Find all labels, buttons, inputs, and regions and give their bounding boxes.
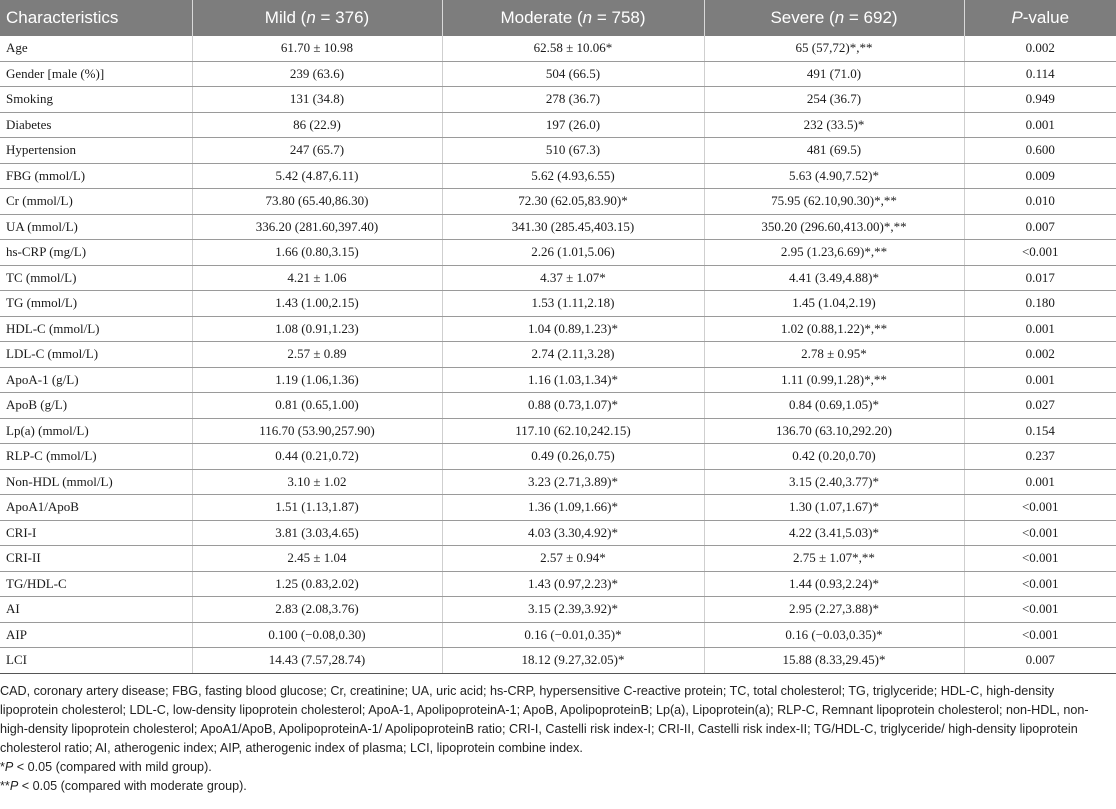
table-row [0,393,1116,419]
table-row [0,214,1116,240]
severe-value: 15.88 (8.33,29.45)* [704,648,964,674]
mild-value: 247 (65.7) [192,138,442,164]
p-value: 0.002 [964,342,1116,368]
table-row [0,622,1116,648]
severe-value: 75.95 (62.10,90.30)*,** [704,189,964,215]
moderate-value: 117.10 (62.10,242.15) [442,418,704,444]
severe-value: 65 (57,72)*,** [704,36,964,61]
table-row [0,571,1116,597]
mild-value: 1.19 (1.06,1.36) [192,367,442,393]
mild-value: 336.20 (281.60,397.40) [192,214,442,240]
mild-value: 2.83 (2.08,3.76) [192,597,442,623]
row-label: Non-HDL (mmol/L) [0,469,192,495]
table-row [0,291,1116,317]
table-header [0,0,1116,36]
moderate-value: 72.30 (62.05,83.90)* [442,189,704,215]
p-value: 0.180 [964,291,1116,317]
mild-value: 0.81 (0.65,1.00) [192,393,442,419]
table-row [0,342,1116,368]
moderate-value: 341.30 (285.45,403.15) [442,214,704,240]
p-value: <0.001 [964,622,1116,648]
table-row [0,418,1116,444]
severe-value: 5.63 (4.90,7.52)* [704,163,964,189]
table-row [0,265,1116,291]
mild-value: 1.25 (0.83,2.02) [192,571,442,597]
row-label: AI [0,597,192,623]
p-value: 0.017 [964,265,1116,291]
row-label: ApoB (g/L) [0,393,192,419]
p-value: 0.001 [964,469,1116,495]
p-value: 0.007 [964,648,1116,674]
severe-value: 136.70 (63.10,292.20) [704,418,964,444]
mild-value: 4.21 ± 1.06 [192,265,442,291]
moderate-value: 3.23 (2.71,3.89)* [442,469,704,495]
row-label: UA (mmol/L) [0,214,192,240]
severe-value: 254 (36.7) [704,87,964,113]
moderate-value: 3.15 (2.39,3.92)* [442,597,704,623]
severe-value: 0.42 (0.20,0.70) [704,444,964,470]
moderate-value: 1.53 (1.11,2.18) [442,291,704,317]
moderate-value: 197 (26.0) [442,112,704,138]
p-value: <0.001 [964,571,1116,597]
p-value: 0.001 [964,112,1116,138]
table-row [0,597,1116,623]
row-label: HDL-C (mmol/L) [0,316,192,342]
table-row [0,87,1116,113]
mild-value: 3.81 (3.03,4.65) [192,520,442,546]
mild-value: 1.43 (1.00,2.15) [192,291,442,317]
moderate-value: 2.57 ± 0.94* [442,546,704,572]
moderate-value: 1.36 (1.09,1.66)* [442,495,704,521]
severe-value: 4.22 (3.41,5.03)* [704,520,964,546]
p-value: 0.001 [964,316,1116,342]
abbreviations-note: CAD, coronary artery disease; FBG, fasting blood glucose; Cr, creatinine; UA, uric acid; hs-CRP, hypersensitive C-reactive protein; TC, total cholesterol; TG, triglyceride; HDL-C, high-density lipoprotein cholesterol; LDL-C, low-density lipoprotein cholesterol; ApoA-1, ApolipoproteinA-1; ApoB, ApolipoproteinB; Lp(a), Lipoprotein(a); RLP-C, Remnant lipoprotein cholesterol; non-HDL, non-high-density lipoprotein cholesterol; ApoA1/ApoB, ApolipoproteinA-1/ ApolipoproteinB ratio; CRI-I, Castelli risk index-I; CRI-II, Castelli risk index-II; TG/HDL-C, triglyceride/ high-density lipoprotein cholesterol ratio; AI, atherogenic index; AIP, atherogenic index of plasma; LCI, lipoprotein combine index. [0,683,1089,755]
row-label: LCI [0,648,192,674]
p-value: 0.154 [964,418,1116,444]
mild-value: 1.08 (0.91,1.23) [192,316,442,342]
severe-value: 2.78 ± 0.95* [704,342,964,368]
severe-value: 1.45 (1.04,2.19) [704,291,964,317]
row-label: CRI-I [0,520,192,546]
row-label: hs-CRP (mg/L) [0,240,192,266]
severe-value: 481 (69.5) [704,138,964,164]
mild-value: 1.66 (0.80,3.15) [192,240,442,266]
moderate-value: 62.58 ± 10.06* [442,36,704,61]
row-label: TC (mmol/L) [0,265,192,291]
p-value: 0.949 [964,87,1116,113]
mild-value: 5.42 (4.87,6.11) [192,163,442,189]
table-row [0,316,1116,342]
table-row [0,469,1116,495]
severe-value: 3.15 (2.40,3.77)* [704,469,964,495]
row-label: Cr (mmol/L) [0,189,192,215]
row-label: Hypertension [0,138,192,164]
severe-value: 2.95 (1.23,6.69)*,** [704,240,964,266]
p-value: 0.001 [964,367,1116,393]
moderate-value: 278 (36.7) [442,87,704,113]
row-label: ApoA1/ApoB [0,495,192,521]
table-row [0,163,1116,189]
mild-value: 14.43 (7.57,28.74) [192,648,442,674]
moderate-value: 18.12 (9.27,32.05)* [442,648,704,674]
header-moderate: Moderate (n = 758) [442,0,704,36]
header-p-value: P-value [964,0,1116,36]
moderate-value: 0.49 (0.26,0.75) [442,444,704,470]
row-label: Diabetes [0,112,192,138]
row-label: LDL-C (mmol/L) [0,342,192,368]
severe-value: 491 (71.0) [704,61,964,87]
table-body [0,36,1116,673]
table-row [0,112,1116,138]
row-label: CRI-II [0,546,192,572]
p-value: <0.001 [964,520,1116,546]
row-label: TG (mmol/L) [0,291,192,317]
footnote-mild: *P < 0.05 (compared with mild group). [0,759,212,774]
severe-value: 1.44 (0.93,2.24)* [704,571,964,597]
p-value: <0.001 [964,240,1116,266]
moderate-value: 0.88 (0.73,1.07)* [442,393,704,419]
table-row [0,138,1116,164]
mild-value: 0.44 (0.21,0.72) [192,444,442,470]
mild-value: 1.51 (1.13,1.87) [192,495,442,521]
p-value: 0.237 [964,444,1116,470]
severe-value: 0.16 (−0.03,0.35)* [704,622,964,648]
mild-value: 2.57 ± 0.89 [192,342,442,368]
p-value: 0.002 [964,36,1116,61]
mild-value: 3.10 ± 1.02 [192,469,442,495]
row-label: ApoA-1 (g/L) [0,367,192,393]
severe-value: 0.84 (0.69,1.05)* [704,393,964,419]
p-value: 0.009 [964,163,1116,189]
moderate-value: 510 (67.3) [442,138,704,164]
mild-value: 239 (63.6) [192,61,442,87]
row-label: TG/HDL-C [0,571,192,597]
header-severe: Severe (n = 692) [704,0,964,36]
moderate-value: 2.26 (1.01,5.06) [442,240,704,266]
mild-value: 73.80 (65.40,86.30) [192,189,442,215]
moderate-value: 0.16 (−0.01,0.35)* [442,622,704,648]
moderate-value: 4.37 ± 1.07* [442,265,704,291]
row-label: RLP-C (mmol/L) [0,444,192,470]
severe-value: 1.11 (0.99,1.28)*,** [704,367,964,393]
moderate-value: 504 (66.5) [442,61,704,87]
header-characteristics: Characteristics [0,0,192,36]
mild-value: 86 (22.9) [192,112,442,138]
footnote-moderate: **P < 0.05 (compared with moderate group). [0,778,247,793]
p-value: <0.001 [964,546,1116,572]
mild-value: 116.70 (53.90,257.90) [192,418,442,444]
mild-value: 2.45 ± 1.04 [192,546,442,572]
table-row [0,367,1116,393]
severe-value: 4.41 (3.49,4.88)* [704,265,964,291]
table-row [0,648,1116,674]
mild-value: 131 (34.8) [192,87,442,113]
table-row [0,240,1116,266]
row-label: AIP [0,622,192,648]
p-value: 0.010 [964,189,1116,215]
moderate-value: 5.62 (4.93,6.55) [442,163,704,189]
row-label: Lp(a) (mmol/L) [0,418,192,444]
mild-value: 0.100 (−0.08,0.30) [192,622,442,648]
header-mild: Mild (n = 376) [192,0,442,36]
p-value: 0.114 [964,61,1116,87]
severe-value: 232 (33.5)* [704,112,964,138]
mild-value: 61.70 ± 10.98 [192,36,442,61]
moderate-value: 2.74 (2.11,3.28) [442,342,704,368]
moderate-value: 4.03 (3.30,4.92)* [442,520,704,546]
row-label: FBG (mmol/L) [0,163,192,189]
p-value: <0.001 [964,495,1116,521]
p-value: 0.600 [964,138,1116,164]
p-value: <0.001 [964,597,1116,623]
severe-value: 1.02 (0.88,1.22)*,** [704,316,964,342]
row-label: Smoking [0,87,192,113]
table-row [0,495,1116,521]
severe-value: 2.95 (2.27,3.88)* [704,597,964,623]
moderate-value: 1.43 (0.97,2.23)* [442,571,704,597]
table-row [0,546,1116,572]
table-footnotes [0,674,1116,796]
table-row [0,444,1116,470]
severe-value: 2.75 ± 1.07*,** [704,546,964,572]
moderate-value: 1.04 (0.89,1.23)* [442,316,704,342]
table-row [0,61,1116,87]
severe-value: 350.20 (296.60,413.00)*,** [704,214,964,240]
row-label: Gender [male (%)] [0,61,192,87]
row-label: Age [0,36,192,61]
table-row [0,189,1116,215]
p-value: 0.007 [964,214,1116,240]
severe-value: 1.30 (1.07,1.67)* [704,495,964,521]
moderate-value: 1.16 (1.03,1.34)* [442,367,704,393]
p-value: 0.027 [964,393,1116,419]
table-row [0,36,1116,61]
table-row [0,520,1116,546]
